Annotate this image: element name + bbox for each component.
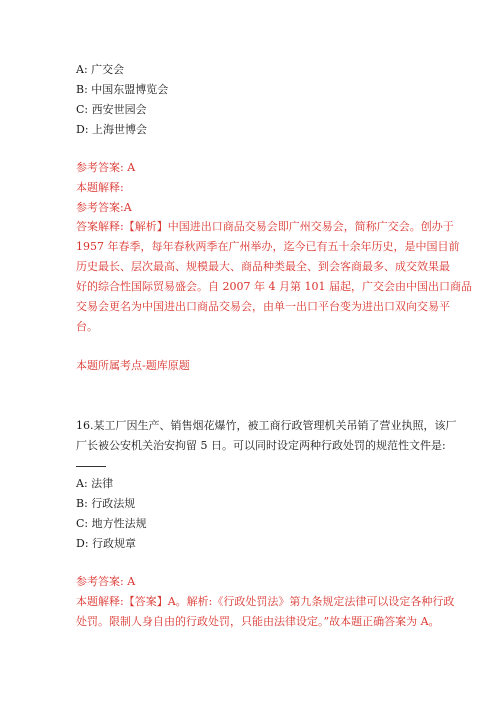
q15-analysis-label: 本题解释: (76, 181, 124, 194)
q16-stem-line: 16.某工厂因生产、销售烟花爆竹，被工商行政管理机关吊销了营业执照，该厂 (76, 419, 457, 432)
q15-option-a: A: 广交会 (76, 63, 125, 76)
q16-stem-line: 厂长被公安机关治安拘留 5 日。可以同时设定两种行政处罚的规范性文件是: (76, 439, 446, 452)
q16-option-b: B: 行政法规 (76, 497, 136, 510)
q15-explanation-line: 历史最长、层次最高、规模最大、商品种类最全、到会客商最多、成交效果最 (76, 260, 450, 273)
q15-topic: 本题所属考点-题库原题 (76, 359, 190, 372)
q15-explanation-line: 台。 (76, 320, 98, 333)
q15-option-c: C: 西安世园会 (76, 103, 147, 116)
q15-explanation-line: 1957 年春季，每年春秋两季在广州举办，迄今已有五十余年历史，是中国目前 (76, 240, 460, 253)
q16-explanation-line: 处罚。限制人身自由的行政处罚，只能由法律设定。”故本题正确答案为 A。 (76, 615, 440, 628)
q15-explanation-line: 交易会更名为中国进出口商品交易会，由单一出口平台变为进出口双向交易平 (76, 300, 450, 313)
q16-option-a: A: 法律 (76, 477, 114, 490)
q16-explanation-line: 本题解释:【答案】A。解析:《行政处罚法》第九条规定法律可以设定各种行政 (76, 595, 455, 608)
q15-explanation-line: 答案解释:【解析】中国进出口商品交易会即广州交易会，简称广交会。创办于 (76, 220, 454, 233)
q15-explanation-line: 好的综合性国际贸易盛会。自 2007 年 4 月第 101 届起，广交会由中国出口商品 (76, 280, 472, 293)
q15-option-d: D: 上海世博会 (76, 123, 148, 136)
q15-option-b: B: 中国东盟博览会 (76, 83, 169, 96)
q16-option-d: D: 行政规章 (76, 537, 137, 550)
q15-answer: 参考答案: A (76, 161, 136, 174)
q15-answer-repeat: 参考答案:A (76, 201, 132, 214)
q16-answer: 参考答案: A (76, 575, 136, 588)
answer-blank-line (76, 466, 106, 467)
q16-option-c: C: 地方性法规 (76, 517, 147, 530)
